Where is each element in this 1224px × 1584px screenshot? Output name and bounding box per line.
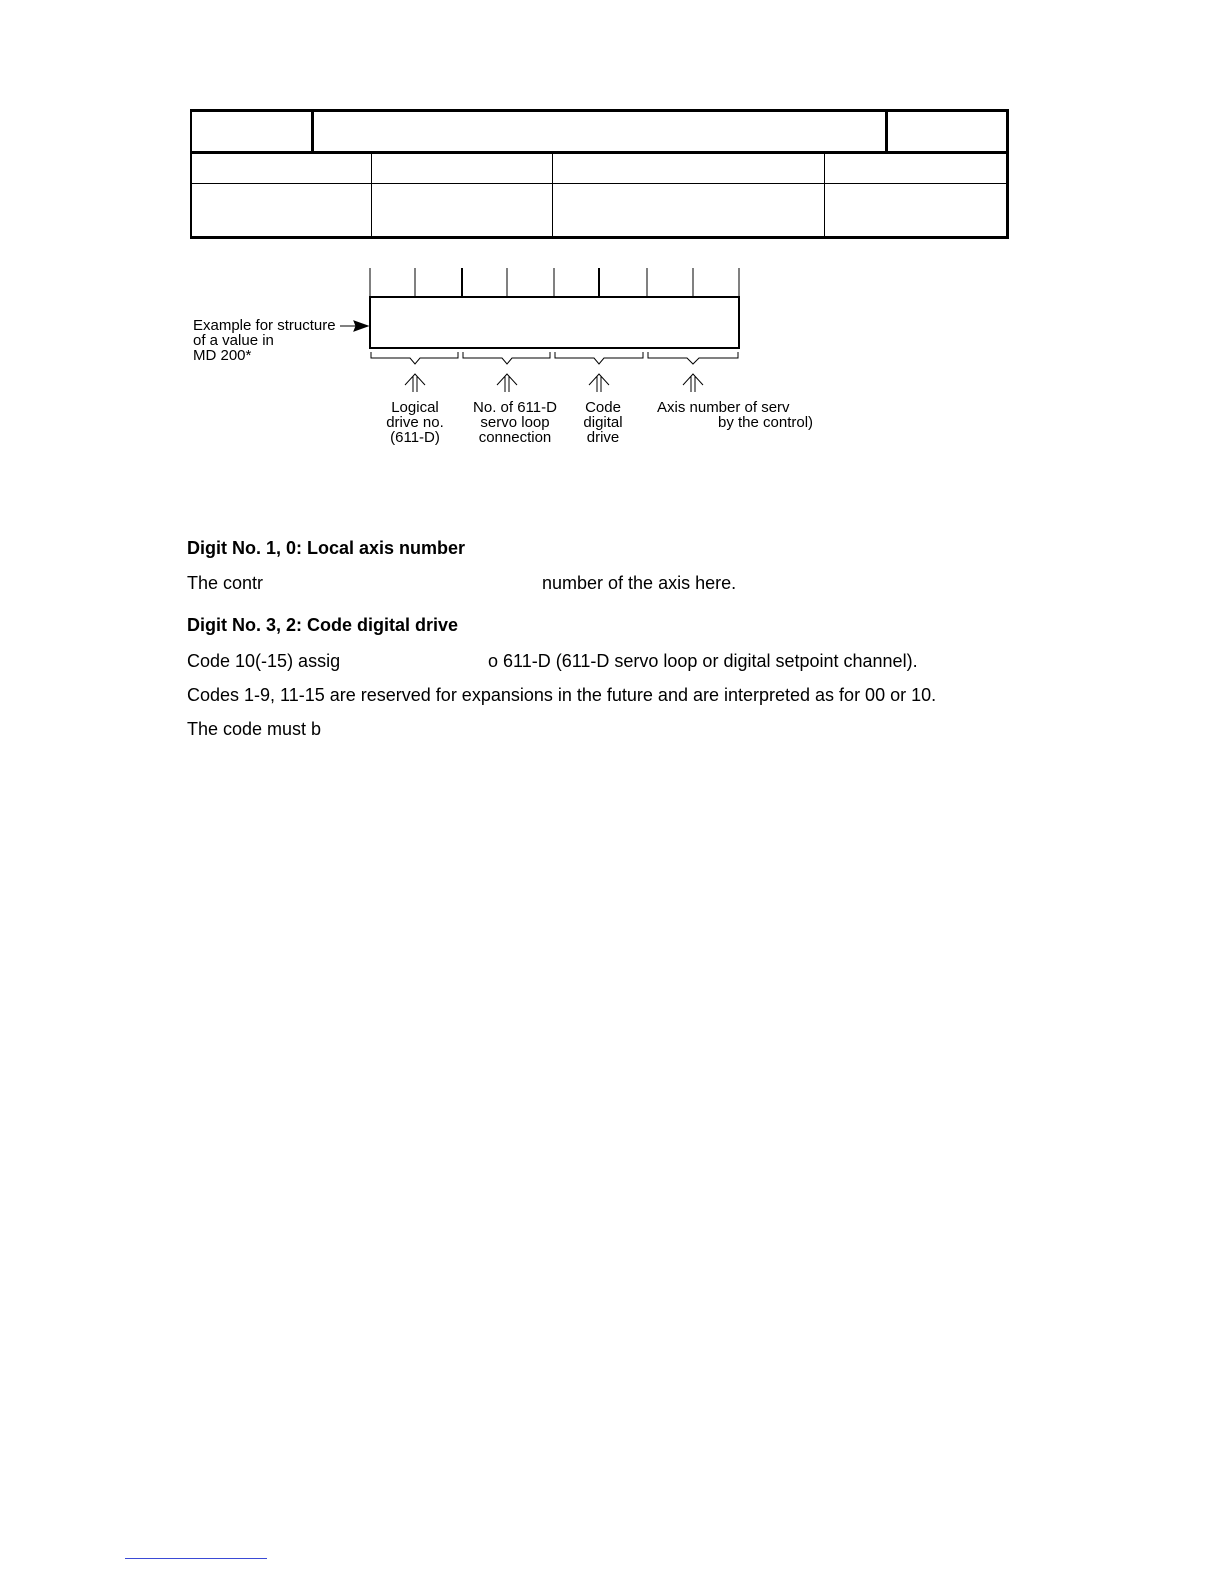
example-arrow-head	[354, 321, 368, 331]
example-label-line: MD 200*	[193, 347, 252, 364]
section-heading: Digit No. 3, 2: Code digital drive	[187, 615, 459, 635]
example-label-line: of a value in	[193, 332, 274, 349]
paragraph-fragment: number of the axis here.	[542, 573, 737, 593]
value-box	[370, 297, 739, 348]
brace-3	[555, 352, 643, 364]
up-arrow-2	[497, 374, 517, 392]
up-arrow-1	[405, 374, 425, 392]
paragraph-fragment: The contr	[187, 573, 264, 593]
up-arrow-3	[589, 374, 609, 392]
group-label-code-digital-drive: Code digital drive	[583, 399, 623, 446]
group-label-logical-drive: Logical drive no. (611-D)	[386, 399, 444, 446]
structure-diagram	[0, 0, 1224, 460]
group-label-servo-loop: No. of 611-D servo loop connection	[473, 399, 557, 446]
paragraph: Codes 1-9, 11-15 are reserved for expansions in the future and are interpreted as for 00 or 10.	[187, 685, 937, 705]
brace-2	[463, 352, 550, 364]
up-arrow-4	[683, 374, 703, 392]
brace-1	[371, 352, 458, 364]
brace-4	[648, 352, 738, 364]
example-label	[193, 318, 336, 363]
paragraph-fragment: Code 10(-15) assig	[187, 651, 341, 671]
group-label-axis-number: Axis number of serv by the control)	[657, 399, 814, 431]
paragraph-fragment: The code must b	[187, 719, 322, 739]
footer-rule	[125, 1558, 267, 1559]
section-heading: Digit No. 1, 0: Local axis number	[187, 538, 466, 558]
paragraph-fragment: o 611-D (611-D servo loop or digital setpoint channel).	[488, 651, 918, 671]
example-label-line: Example for structure	[193, 317, 336, 334]
